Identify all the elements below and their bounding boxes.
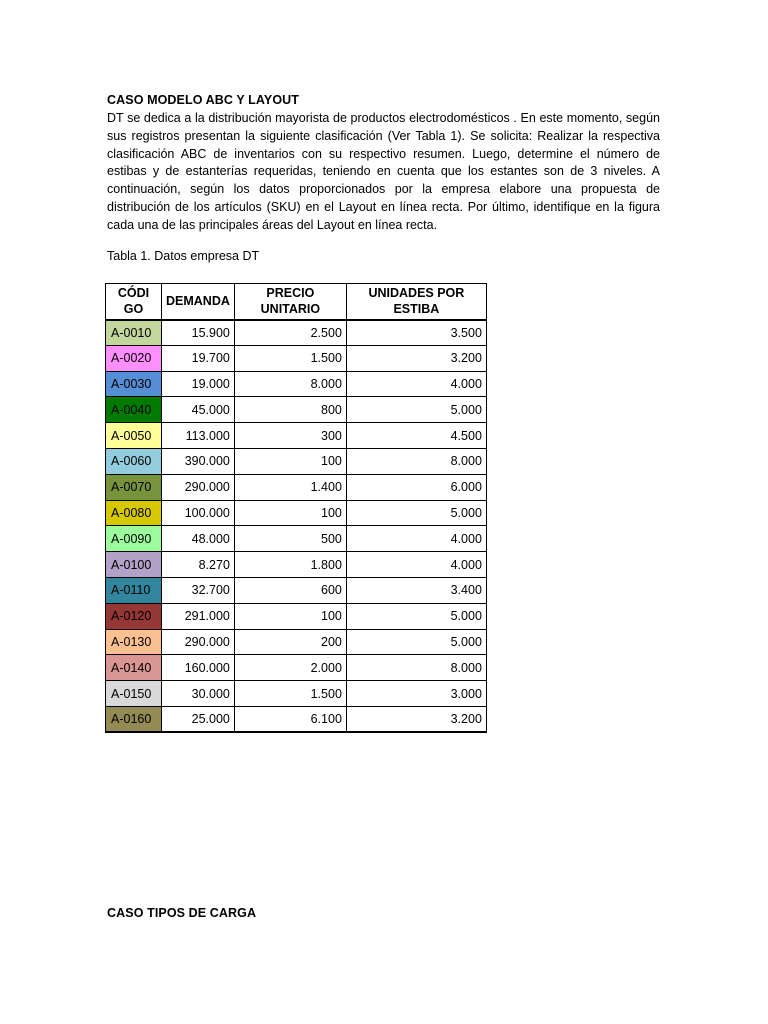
unit-price-cell: 200 bbox=[234, 629, 346, 655]
table-row bbox=[106, 577, 487, 603]
code-cell: A-0020 bbox=[106, 345, 162, 371]
code-cell: A-0070 bbox=[106, 474, 162, 500]
demand-cell: 160.000 bbox=[162, 655, 235, 681]
table-row bbox=[106, 681, 487, 707]
table-row bbox=[106, 706, 487, 732]
demand-cell: 45.000 bbox=[162, 397, 235, 423]
header-code: CÓDIGO bbox=[106, 284, 162, 320]
demand-cell: 8.270 bbox=[162, 552, 235, 578]
units-per-pallet-cell: 8.000 bbox=[346, 448, 486, 474]
code-cell: A-0120 bbox=[106, 603, 162, 629]
units-per-pallet-cell: 3.000 bbox=[346, 681, 486, 707]
case-description: DT se dedica a la distribución mayorista de productos electrodomésticos . En este momento, según sus registros presentan la siguiente clasificación (Ver Tabla 1). Se solicita: Realizar la respectiva clasificación ABC de inventarios con su respectivo resumen. Luego, determine el número de estibas y de estanterías requeridas, teniendo en cuenta que los estantes son de 3 niveles. A continuación, según los datos proporcionados por la empresa elabore una propuesta de distribución de los artículos (SKU) en el Layout en línea recta. Por último, identifique en la figura cada una de las principales áreas del Layout en línea recta. bbox=[107, 111, 660, 232]
demand-cell: 290.000 bbox=[162, 629, 235, 655]
units-per-pallet-cell: 6.000 bbox=[346, 474, 486, 500]
units-per-pallet-cell: 8.000 bbox=[346, 655, 486, 681]
demand-cell: 100.000 bbox=[162, 500, 235, 526]
code-cell: A-0040 bbox=[106, 397, 162, 423]
code-cell: A-0110 bbox=[106, 577, 162, 603]
code-cell: A-0160 bbox=[106, 706, 162, 732]
unit-price-cell: 1.500 bbox=[234, 681, 346, 707]
unit-price-cell: 2.000 bbox=[234, 655, 346, 681]
table-row bbox=[106, 448, 487, 474]
units-per-pallet-cell: 4.000 bbox=[346, 552, 486, 578]
code-cell: A-0010 bbox=[106, 320, 162, 346]
table-row bbox=[106, 397, 487, 423]
data-table bbox=[105, 283, 487, 733]
units-per-pallet-cell: 5.000 bbox=[346, 603, 486, 629]
code-cell: A-0100 bbox=[106, 552, 162, 578]
demand-cell: 48.000 bbox=[162, 526, 235, 552]
unit-price-cell: 8.000 bbox=[234, 371, 346, 397]
units-per-pallet-cell: 3.400 bbox=[346, 577, 486, 603]
unit-price-cell: 6.100 bbox=[234, 706, 346, 732]
unit-price-cell: 1.500 bbox=[234, 345, 346, 371]
table-row bbox=[106, 603, 487, 629]
units-per-pallet-cell: 3.200 bbox=[346, 706, 486, 732]
units-per-pallet-cell: 5.000 bbox=[346, 397, 486, 423]
table-row bbox=[106, 629, 487, 655]
unit-price-cell: 100 bbox=[234, 603, 346, 629]
units-per-pallet-cell: 4.500 bbox=[346, 423, 486, 449]
section2-title: CASO TIPOS DE CARGA bbox=[107, 906, 257, 920]
unit-price-cell: 300 bbox=[234, 423, 346, 449]
unit-price-cell: 500 bbox=[234, 526, 346, 552]
units-per-pallet-cell: 5.000 bbox=[346, 500, 486, 526]
case-title: CASO MODELO ABC Y LAYOUT bbox=[107, 93, 300, 107]
table-row bbox=[106, 474, 487, 500]
table-row bbox=[106, 371, 487, 397]
header-units-per-pallet: UNIDADES POR ESTIBA bbox=[346, 284, 486, 320]
table-row bbox=[106, 526, 487, 552]
table-header-row bbox=[106, 284, 487, 320]
demand-cell: 25.000 bbox=[162, 706, 235, 732]
demand-cell: 113.000 bbox=[162, 423, 235, 449]
unit-price-cell: 100 bbox=[234, 500, 346, 526]
code-cell: A-0050 bbox=[106, 423, 162, 449]
code-cell: A-0130 bbox=[106, 629, 162, 655]
table-body bbox=[106, 320, 487, 733]
table-row bbox=[106, 655, 487, 681]
table-row bbox=[106, 345, 487, 371]
demand-cell: 19.000 bbox=[162, 371, 235, 397]
demand-cell: 30.000 bbox=[162, 681, 235, 707]
unit-price-cell: 800 bbox=[234, 397, 346, 423]
code-cell: A-0030 bbox=[106, 371, 162, 397]
table-row bbox=[106, 423, 487, 449]
header-demand: DEMANDA bbox=[162, 284, 235, 320]
table-row bbox=[106, 552, 487, 578]
table-row bbox=[106, 500, 487, 526]
demand-cell: 19.700 bbox=[162, 345, 235, 371]
code-cell: A-0090 bbox=[106, 526, 162, 552]
code-cell: A-0080 bbox=[106, 500, 162, 526]
unit-price-cell: 100 bbox=[234, 448, 346, 474]
demand-cell: 15.900 bbox=[162, 320, 235, 346]
unit-price-cell: 1.800 bbox=[234, 552, 346, 578]
demand-cell: 32.700 bbox=[162, 577, 235, 603]
code-cell: A-0150 bbox=[106, 681, 162, 707]
table-caption: Tabla 1. Datos empresa DT bbox=[107, 249, 260, 263]
units-per-pallet-cell: 5.000 bbox=[346, 629, 486, 655]
code-cell: A-0060 bbox=[106, 448, 162, 474]
header-unit-price: PRECIO UNITARIO bbox=[234, 284, 346, 320]
unit-price-cell: 1.400 bbox=[234, 474, 346, 500]
units-per-pallet-cell: 4.000 bbox=[346, 371, 486, 397]
unit-price-cell: 2.500 bbox=[234, 320, 346, 346]
unit-price-cell: 600 bbox=[234, 577, 346, 603]
table-row bbox=[106, 320, 487, 346]
units-per-pallet-cell: 3.500 bbox=[346, 320, 486, 346]
units-per-pallet-cell: 4.000 bbox=[346, 526, 486, 552]
demand-cell: 291.000 bbox=[162, 603, 235, 629]
demand-cell: 290.000 bbox=[162, 474, 235, 500]
units-per-pallet-cell: 3.200 bbox=[346, 345, 486, 371]
demand-cell: 390.000 bbox=[162, 448, 235, 474]
code-cell: A-0140 bbox=[106, 655, 162, 681]
